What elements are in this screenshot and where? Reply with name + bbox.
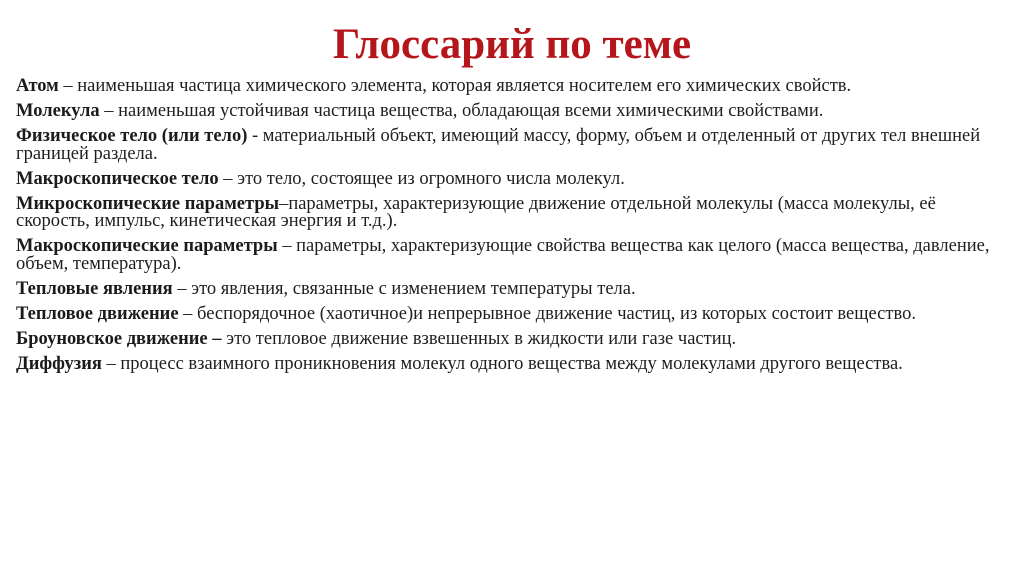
glossary-term: Микроскопические параметры <box>16 193 280 214</box>
glossary-entry <box>16 128 1006 163</box>
glossary-definition: процесс взаимного проникновения молекул одного вещества между молекулами другого вещества. <box>120 353 903 374</box>
glossary-definition: это тело, состоящее из огромного числа молекул. <box>237 168 625 189</box>
term-separator: – <box>178 303 198 324</box>
glossary-term: Макроскопические параметры <box>16 236 278 256</box>
glossary-term: Молекула <box>16 101 100 121</box>
glossary-definition: наименьшая частица химического элемента, которая является носителем его химических свойств. <box>77 76 852 96</box>
term-separator: – <box>58 76 78 96</box>
glossary-term: Броуновское движение <box>16 328 208 349</box>
term-separator: - <box>247 126 263 146</box>
glossary-entry <box>16 238 1006 273</box>
glossary-entry <box>16 278 1006 299</box>
term-separator: – <box>101 353 121 374</box>
glossary-entry <box>16 303 1006 324</box>
glossary-definition: материальный объект, имеющий массу, форму, объем и отделенный от других тел внешней границей раздела. <box>16 126 981 164</box>
term-separator: – <box>207 328 227 349</box>
glossary-term: Тепловое движение <box>16 303 179 324</box>
glossary-term: Макроскопическое тело <box>16 168 219 189</box>
glossary-definition: это тепловое движение взвешенных в жидкости или газе частиц. <box>226 328 737 349</box>
glossary-entry <box>16 193 1006 231</box>
glossary-term: Тепловые явления <box>16 278 173 299</box>
glossary-entry <box>16 103 1006 121</box>
glossary-definition: параметры, характеризующие движение отдельной молекулы (масса молекулы, её скорость, импульс, кинетическая энергия и т.д.). <box>16 193 936 231</box>
glossary-list <box>16 78 1006 381</box>
glossary-entry <box>16 328 1006 349</box>
glossary-term: Атом <box>16 76 59 96</box>
term-separator: – <box>218 168 238 189</box>
glossary-definition: беспорядочное (хаотичное)и непрерывное движение частиц, из которых состоит вещество. <box>197 303 916 324</box>
term-separator: – <box>172 278 192 299</box>
glossary-definition: это явления, связанные с изменением температуры тела. <box>191 278 636 299</box>
glossary-term: Физическое тело (или тело) <box>16 126 248 146</box>
glossary-definition: параметры, характеризующие свойства вещества как целого (масса вещества, давление, объем, температура). <box>16 236 990 274</box>
glossary-definition: наименьшая устойчивая частица вещества, обладающая всеми химическими свойствами. <box>118 101 824 121</box>
page-title: Глоссарий по теме <box>332 21 692 68</box>
glossary-entry <box>16 78 1006 96</box>
glossary-entry <box>16 168 1006 189</box>
term-separator: – <box>99 101 119 121</box>
term-separator: – <box>277 236 297 256</box>
glossary-term: Диффузия <box>16 353 102 374</box>
term-separator: – <box>279 193 289 214</box>
glossary-entry <box>16 353 1006 374</box>
